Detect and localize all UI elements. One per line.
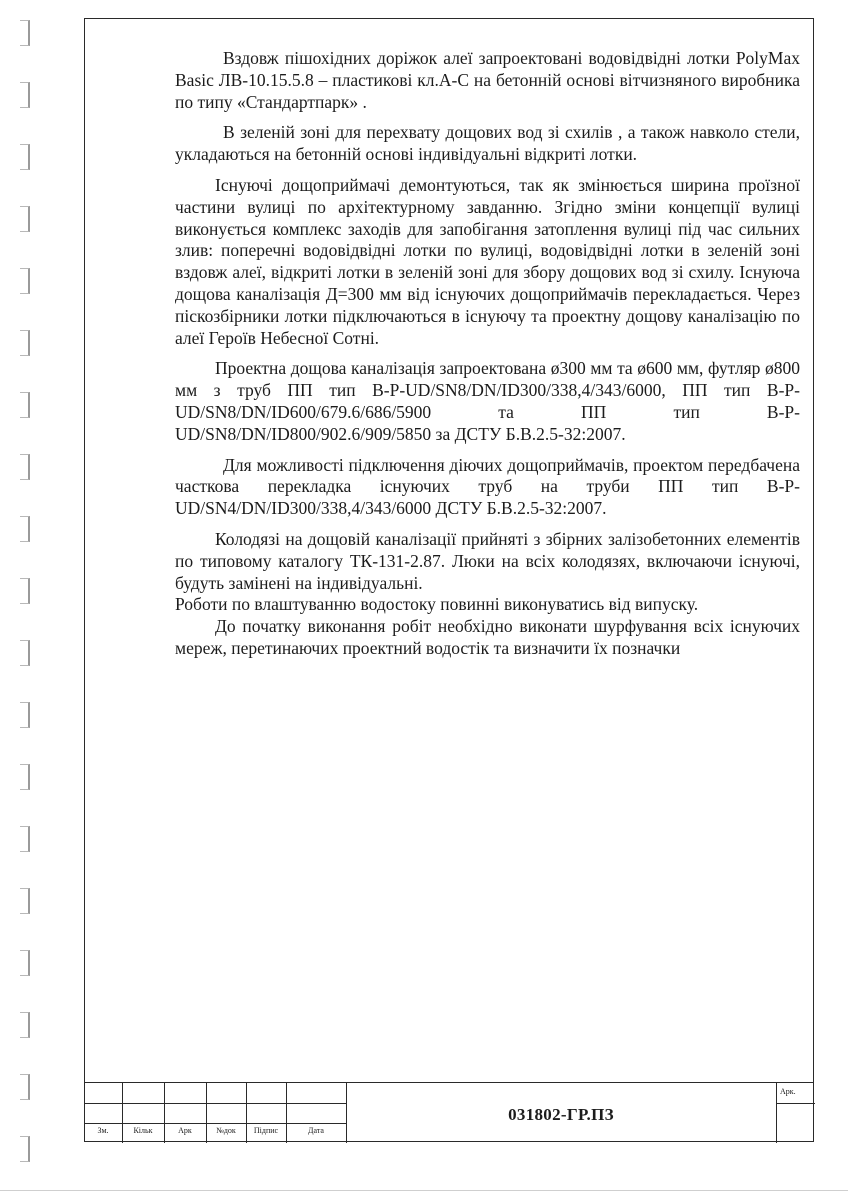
paragraph-manholes: Колодязі на дощовій каналізації прийняті з збірних залізобетонних елементів по типовому каталогу ТК-131-2.87. Люки на всіх колодязях, включаючи існуючі, будуть замінені на індивідуальні. [175, 528, 800, 593]
binding-ring [20, 330, 30, 356]
revision-table [84, 1083, 346, 1143]
column-label-doc-number: №док [216, 1126, 236, 1135]
column-label-date: Дата [308, 1126, 324, 1135]
paragraph-existing-inlets: Існуючі дощоприймачі демонтуються, так як змінюється ширина проїзної частини вулиці по архітектурному завданню. Згідно зміни концепції вулиці виконується комплекс заходів для запобігання затоплення вулиці під час сильних злив: поперечні водовідвідні лотки по вулиці, водовідвідні лотки в зеленій зоні вздовж алеї, відкриті лотки в зеленій зоні для збору дощових вод зі схилу. Існуюча дощова каналізація Д=300 мм від існуючих дощоприймачів перекладається. Через піскозбірники лотки підключаються в існуючу та проектну дощову каналізацію по алеї Героїв Небесної Сотні. [175, 174, 800, 348]
title-block [84, 1082, 814, 1142]
binding-ring [20, 82, 30, 108]
sheet-number-cell [776, 1083, 814, 1143]
binding-ring [20, 1136, 30, 1162]
column-label-change: Зм. [97, 1126, 109, 1135]
binding-ring [20, 144, 30, 170]
binding-ring [20, 206, 30, 232]
table-line [84, 1103, 346, 1104]
binding-ring [20, 826, 30, 852]
binding-ring [20, 888, 30, 914]
paragraph-works-order: Роботи по влаштуванню водостоку повинні виконуватись від випуску. [175, 594, 699, 615]
binding-ring [20, 1074, 30, 1100]
binding-ring [20, 516, 30, 542]
binding-ring [20, 640, 30, 666]
binding-ring [20, 702, 30, 728]
table-line [84, 1123, 346, 1124]
sheet-cell-divider [777, 1103, 815, 1104]
binding-ring [20, 578, 30, 604]
column-label-signature: Підпис [253, 1126, 279, 1135]
page-edge-line [0, 1190, 848, 1191]
binding-ring [20, 454, 30, 480]
binding-ring [20, 1012, 30, 1038]
binding-ring [20, 950, 30, 976]
paragraph-pipe-relaying: Для можливості підключення діючих дощоприймачів, проектом передбачена часткова перекладка існуючих труб на труби ПП тип B-P-UD/SN4/DN/ID300/338,4/343/6000 ДСТУ Б.В.2.5-32:2007. [175, 454, 800, 519]
spiral-binding [14, 0, 44, 1200]
binding-ring [20, 268, 30, 294]
column-label-quantity: Кільк [133, 1126, 153, 1135]
column-label-sheet: Арк [178, 1126, 192, 1135]
binding-ring [20, 764, 30, 790]
paragraph-drainage-trays: Вздовж пішохідних доріжок алеї запроектовані водовідвідні лотки PolyMax Basic ЛВ-10.15.5.8 – пластикові кл.А-С на бетонній основі вітчизняного виробника по типу «Стандартпарк» . [175, 48, 800, 112]
paragraph-project-sewer: Проектна дощова каналізація запроектована ø300 мм та ø600 мм, футляр ø800 мм з труб ПП тип B-P-UD/SN8/DN/ID300/338,4/343/6000, ПП тип B-P-UD/SN8/DN/ID600/679.6/686/5900 та ПП тип B-P-UD/SN8/DN/ID800/902.6/909/5850 за ДСТУ Б.В.2.5-32:2007. [175, 358, 800, 444]
paragraph-pitting: До початку виконання робіт необхідно виконати шурфування всіх існуючих мереж, перетинаючих проектний водостік та визначити їх позначки [175, 616, 800, 658]
paragraph-green-zone: В зеленій зоні для перехвату дощових вод зі схилів , а також навколо стели, укладаються на бетонній основі індивідуальні відкриті лотки. [175, 122, 800, 165]
explanatory-note-text [175, 48, 800, 669]
document-code: 031802-ГР.ПЗ [508, 1105, 614, 1124]
binding-ring [20, 392, 30, 418]
binding-ring [20, 20, 30, 46]
sheet-label: Арк. [780, 1087, 796, 1096]
